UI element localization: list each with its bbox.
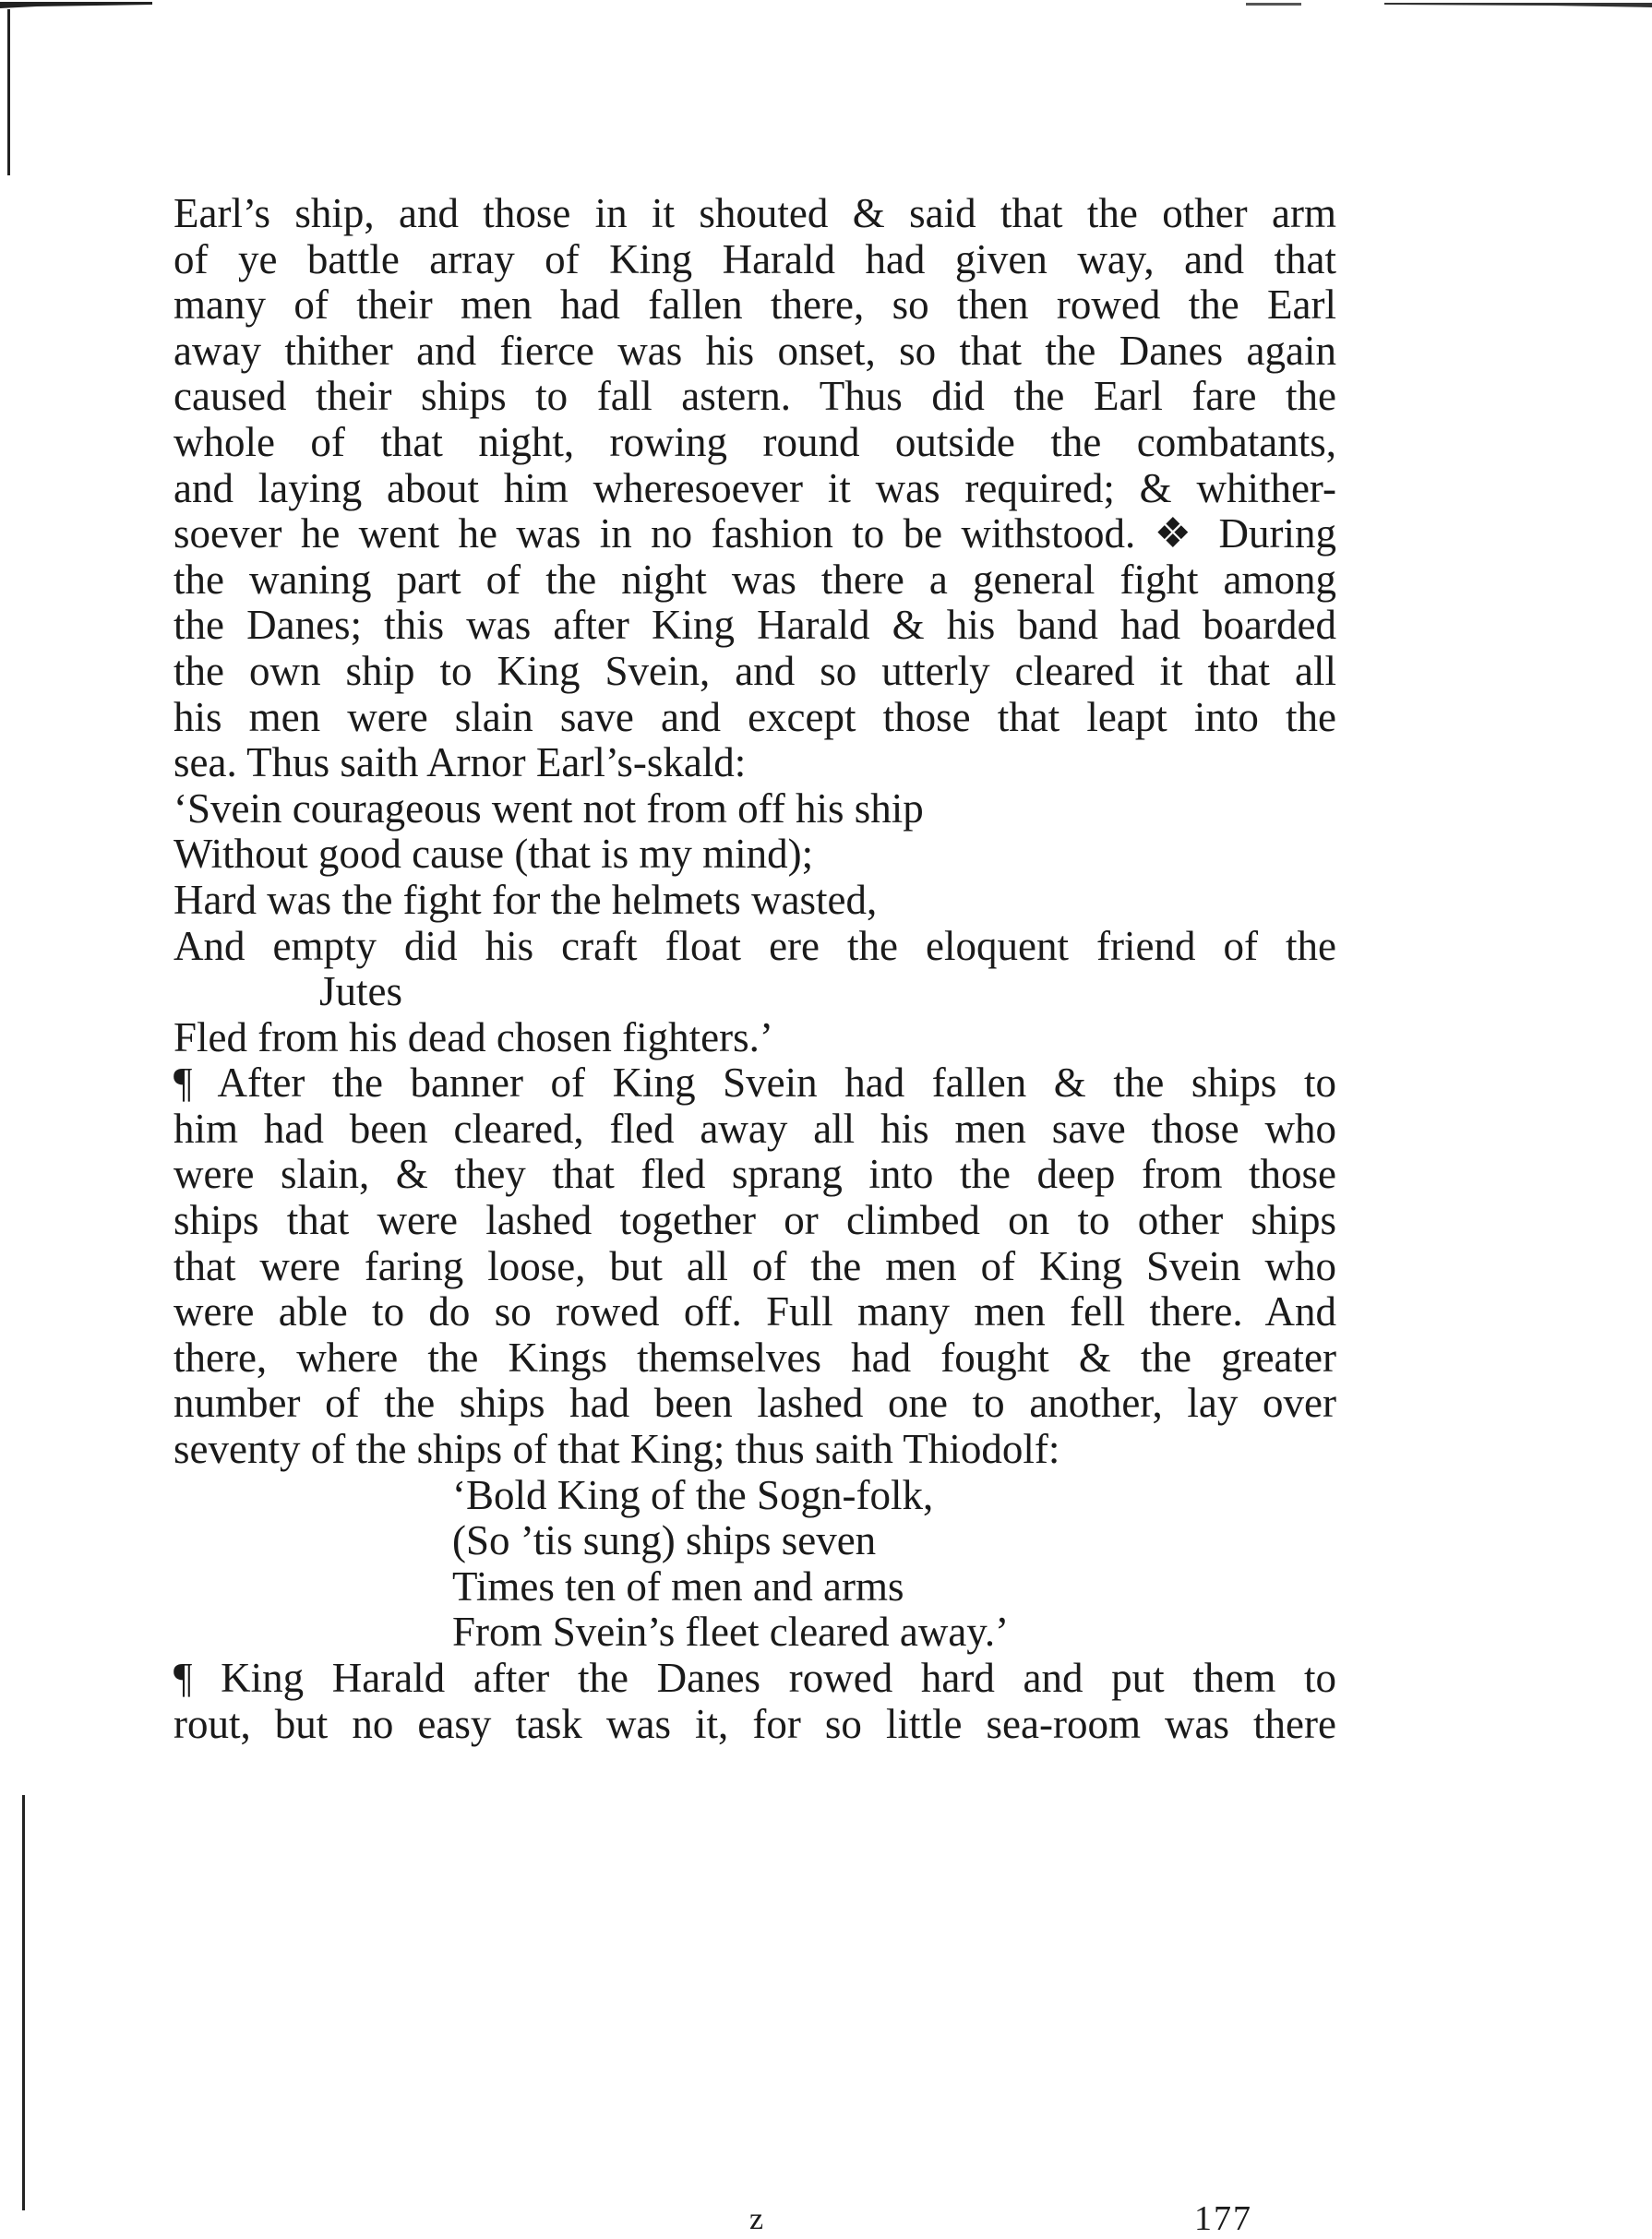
scan-top-right-mark — [1246, 0, 1652, 13]
text-line: caused their ships to fall astern. Thus did the Earl fare the — [174, 374, 1336, 420]
text-line: soever he went he was in no fashion to be withstood. ❖ During — [174, 511, 1336, 557]
text-line: him had been cleared, fled away all his men save those who — [174, 1106, 1336, 1152]
text-line: number of the ships had been lashed one to another, lay over — [174, 1381, 1336, 1427]
verse-line: (So ’tis sung) ships seven — [452, 1517, 877, 1564]
verse-line: ‘Bold King of the Sogn-folk, — [452, 1471, 934, 1518]
text-line: Earl’s ship, and those in it shouted & said that the other arm — [174, 191, 1336, 236]
scan-edge-line-bottom — [22, 1795, 25, 2210]
text-line: many of their men had fallen there, so then rowed the Earl — [174, 282, 1336, 329]
verse-line: Times ten of men and arms — [452, 1563, 904, 1610]
text-line: rout, but no easy task was it, for so little sea-room was there — [174, 1701, 1336, 1747]
signature-mark: z — [749, 2202, 764, 2236]
verse-line: Fled from his dead chosen fighters.’ — [174, 1013, 773, 1060]
text-line: that were faring loose, but all of the men of King Svein who — [174, 1243, 1336, 1289]
text-line: of ye battle array of King Harald had given way, and that — [174, 236, 1336, 282]
text-line: and laying about him wheresoever it was required; & whither- — [174, 465, 1336, 511]
scan-corner-mark — [0, 0, 157, 11]
verse-line-continuation: Jutes — [319, 968, 402, 1015]
paragraph-start-line: ¶ King Harald after the Danes rowed hard and put them to — [174, 1656, 1336, 1701]
text-line: the waning part of the night was there a general fight among — [174, 557, 1336, 603]
text-line: were able to do so rowed off. Full many men fell there. And — [174, 1289, 1336, 1335]
verse-line: Without good cause (that is my mind); — [174, 831, 814, 878]
scan-edge-line-top — [7, 9, 10, 175]
verse-line: ‘Svein courageous went not from off his ship — [174, 784, 924, 832]
text-line: away thither and fierce was his onset, so that the Danes again — [174, 328, 1336, 374]
text-line: seventy of the ships of that King; thus saith Thiodolf: — [174, 1426, 1060, 1473]
text-line: there, where the Kings themselves had fought & the greater — [174, 1335, 1336, 1381]
text-line: the own ship to King Svein, and so utterly cleared it that all — [174, 648, 1336, 694]
text-line: his men were slain save and except those that leapt into the — [174, 694, 1336, 740]
text-line: ships that were lashed together or climbed on to other ships — [174, 1198, 1336, 1244]
verse-line: From Svein’s fleet cleared away.’ — [452, 1609, 1010, 1656]
text-line: whole of that night, rowing round outside the combatants, — [174, 419, 1336, 465]
text-line: the Danes; this was after King Harald & his band had boarded — [174, 603, 1336, 649]
page-number: 177 — [1194, 2199, 1252, 2238]
text-line: were slain, & they that fled sprang into the deep from those — [174, 1152, 1336, 1198]
body-text — [174, 191, 1336, 1747]
verse-line: Hard was the fight for the helmets wasted, — [174, 876, 878, 923]
text-line: sea. Thus saith Arnor Earl’s-skald: — [174, 739, 747, 786]
paragraph-start-line: ¶ After the banner of King Svein had fallen & the ships to — [174, 1060, 1336, 1107]
verse-line: And empty did his craft float ere the eloquent friend of the — [174, 923, 1336, 969]
